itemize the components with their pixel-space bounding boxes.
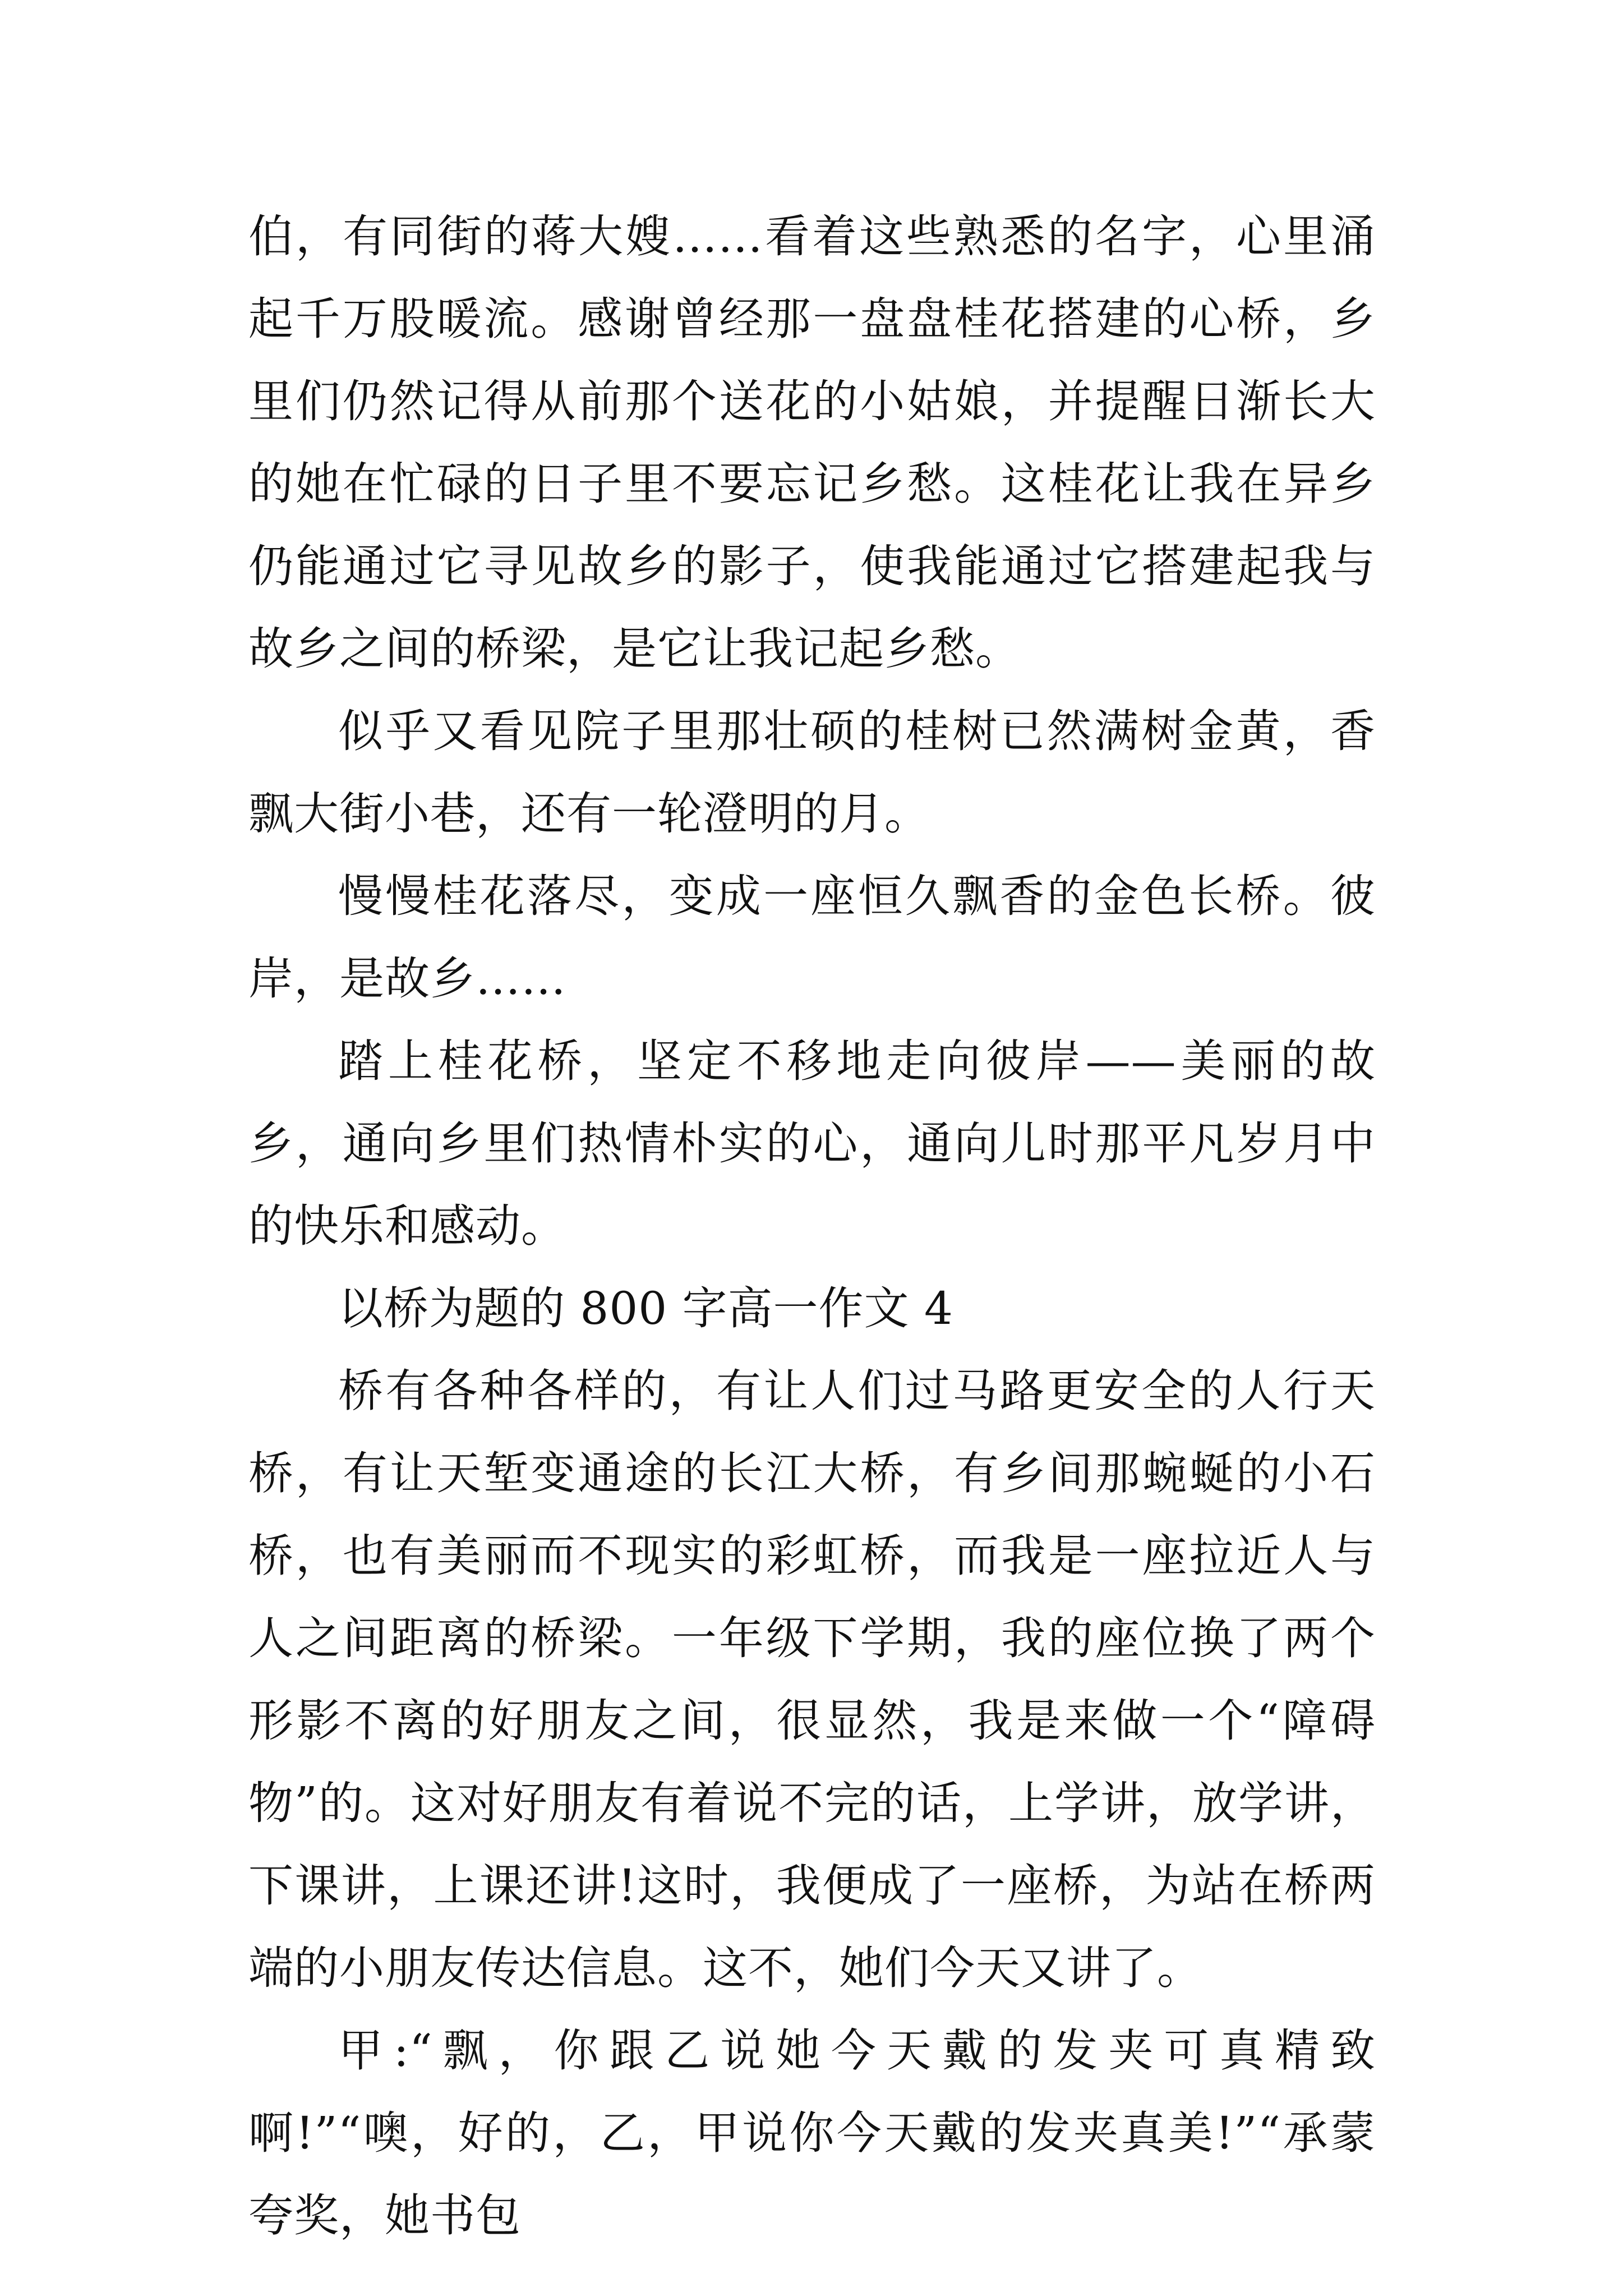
section-paragraph-2: 甲:“飘，你跟乙说她今天戴的发夹可真精致啊!”“噢，好的，乙，甲说你今天戴的发夹真美!”“承蒙夸奖，她书包 <box>248 2024 1376 2242</box>
document-body <box>248 195 1376 2257</box>
section-paragraph-1: 桥有各种各样的，有让人们过马路更安全的人行天桥，有让天堑变通途的长江大桥，有乡间那蜿蜒的小石桥，也有美丽而不现实的彩虹桥，而我是一座拉近人与人之间距离的桥梁。一年级下学期，我的座位换了两个形影不离的好朋友之间，很显然，我是来做一个“障碍物”的。这对好朋友有着说不完的话，上学讲，放学讲，下课讲，上课还讲!这时，我便成了一座桥，为站在桥两端的小朋友传达信息。这不，她们今天又讲了。 <box>248 1365 1376 1994</box>
paragraph-3: 慢慢桂花落尽，变成一座恒久飘香的金色长桥。彼岸，是故乡…… <box>248 870 1376 1005</box>
section-title: 以桥为题的 800 字高一作文 4 <box>338 1282 953 1335</box>
paragraph-4: 踏上桂花桥，坚定不移地走向彼岸——美丽的故乡，通向乡里们热情朴实的心，通向儿时那平凡岁月中的快乐和感动。 <box>248 1035 1376 1252</box>
paragraph-1: 伯，有同街的蒋大嫂……看着这些熟悉的名字，心里涌起千万股暖流。感谢曾经那一盘盘桂花搭建的心桥，乡里们仍然记得从前那个送花的小姑娘，并提醒日渐长大的她在忙碌的日子里不要忘记乡愁。这桂花让我在异乡仍能通过它寻见故乡的影子，使我能通过它搭建起我与故乡之间的桥梁，是它让我记起乡愁。 <box>248 210 1376 675</box>
paragraph-2: 似乎又看见院子里那壮硕的桂树已然满树金黄，香飘大街小巷，还有一轮澄明的月。 <box>248 705 1376 840</box>
